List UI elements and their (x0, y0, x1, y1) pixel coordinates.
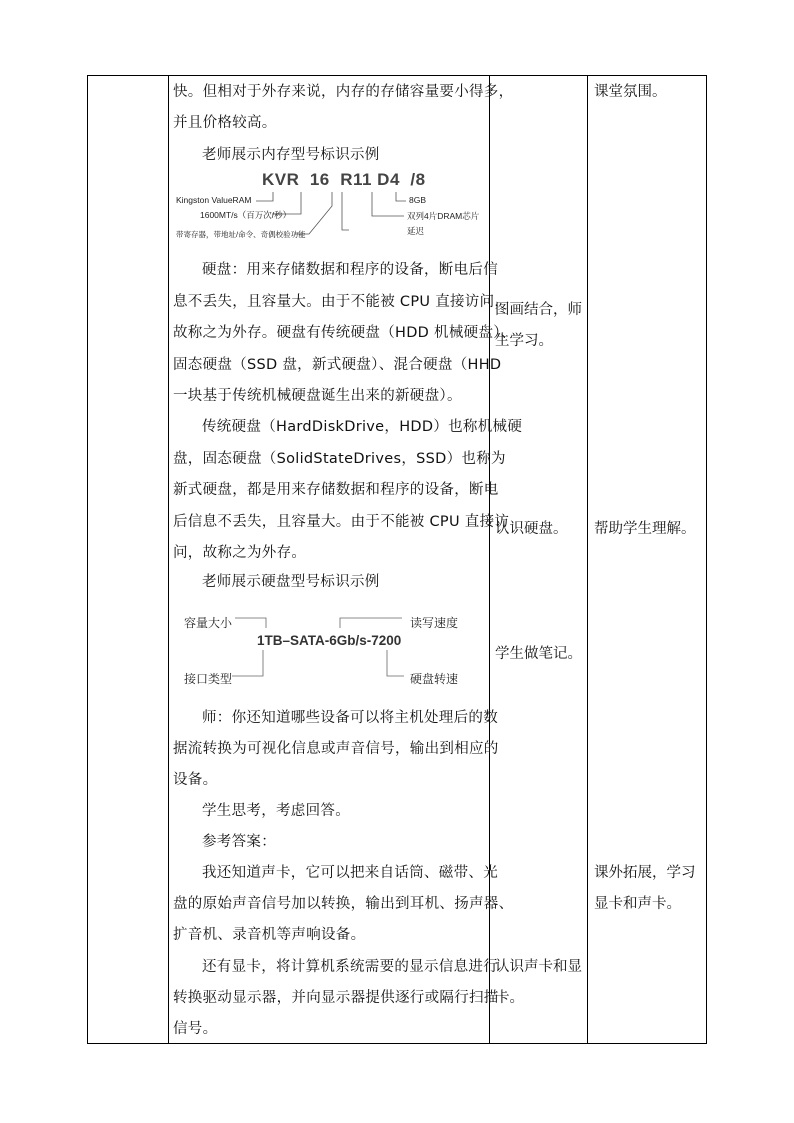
design-intent: 帮助学生理解。 (594, 521, 696, 537)
caption-ram-example: 老师展示内存型号标识示例 (202, 147, 380, 163)
hdd-capacity-label: 容量大小 (184, 616, 233, 630)
paragraph-line: 息不丢失，且容量大。由于不能被 CPU 直接访问， (173, 294, 510, 310)
hdd-rpm-label: 硬盘转速 (410, 672, 459, 686)
paragraph-line: 设备。 (173, 772, 218, 788)
hdd-read-speed-label: 读写速度 (410, 616, 459, 630)
ram-brand-label: Kingston ValueRAM (176, 195, 252, 205)
caption-hdd-example: 老师展示硬盘型号标识示例 (202, 574, 380, 590)
column-divider (168, 76, 169, 1043)
paragraph-line: 转换驱动显示器，并向显示器提供逐行或隔行扫描 (173, 990, 499, 1006)
paragraph-line: 并且价格较高。 (173, 115, 277, 131)
student-activity: 认识硬盘。 (495, 521, 568, 537)
paragraph-line: 故称之为外存。硬盘有传统硬盘（HDD 机械硬盘）、 (173, 325, 516, 341)
paragraph-line: 固态硬盘（SSD 盘，新式硬盘）、混合硬盘（HHD (173, 357, 502, 373)
ram-register-label: 带寄存器，带地址/命令、奇偶校验功能 (176, 230, 306, 239)
paragraph-line: 快。但相对于外存来说，内存的存储容量要小得多， (173, 84, 514, 100)
paragraph-line: 问，故称之为外存。 (173, 545, 307, 561)
paragraph-line: 还有显卡，将计算机系统需要的显示信息进行 (202, 959, 498, 975)
paragraph-line: 新式硬盘，都是用来存储数据和程序的设备，断电 (173, 482, 499, 498)
paragraph-line: 一块基于传统机械硬盘诞生出来的新硬盘）。 (173, 388, 462, 404)
paragraph-line: 师：你还知道哪些设备可以将主机处理后的数 (202, 710, 498, 726)
paragraph-line: 扩音机、录音机等声响设备。 (173, 927, 366, 943)
paragraph-line: 学生思考，考虑回答。 (202, 803, 350, 819)
paragraph-line: 传统硬盘（HardDiskDrive，HDD）也称机械硬 (202, 419, 523, 435)
paragraph-line: 硬盘：用来存储数据和程序的设备，断电后信 (202, 262, 498, 278)
paragraph-line: 盘，固态硬盘（SolidStateDrives，SSD）也称为 (173, 451, 506, 467)
design-intent: 课外拓展，学习 (594, 865, 696, 881)
student-activity: 学生做笔记。 (495, 646, 582, 662)
ram-latency-label: 延迟 (407, 226, 425, 236)
paragraph-line: 参考答案： (202, 834, 276, 850)
ram-speed-label: 1600MT/s（百万次/秒） (200, 210, 292, 220)
design-intent: 显卡和声卡。 (594, 896, 681, 912)
student-activity: 卡。 (495, 990, 524, 1006)
paragraph-line: 据流转换为可视化信息或声音信号，输出到相应的 (173, 741, 499, 757)
ram-capacity-label: 8GB (409, 195, 427, 205)
paragraph-line: 后信息不丢失，且容量大。由于不能被 CPU 直接访 (173, 514, 510, 530)
student-activity: 认识声卡和显 (495, 959, 582, 975)
column-divider (587, 76, 588, 1043)
ram-model-code: KVR 16 R11 D4 /8 (262, 170, 426, 189)
paragraph-line: 信号。 (173, 1021, 218, 1037)
hdd-interface-label: 接口类型 (184, 672, 233, 686)
design-intent: 课堂氛围。 (594, 84, 667, 100)
student-activity: 生学习。 (495, 333, 553, 349)
student-activity: 图画结合，师 (495, 302, 582, 318)
paragraph-line: 盘的原始声音信号加以转换，输出到耳机、扬声器、 (173, 896, 514, 912)
hdd-model-code: 1TB–SATA-6Gb/s-7200 (257, 633, 402, 648)
hdd-label-figure (180, 605, 480, 690)
ram-label-figure (174, 170, 484, 242)
ram-chips-label: 双列4片DRAM芯片 (407, 211, 480, 221)
paragraph-line: 我还知道声卡，它可以把来自话筒、磁带、光 (202, 865, 498, 881)
